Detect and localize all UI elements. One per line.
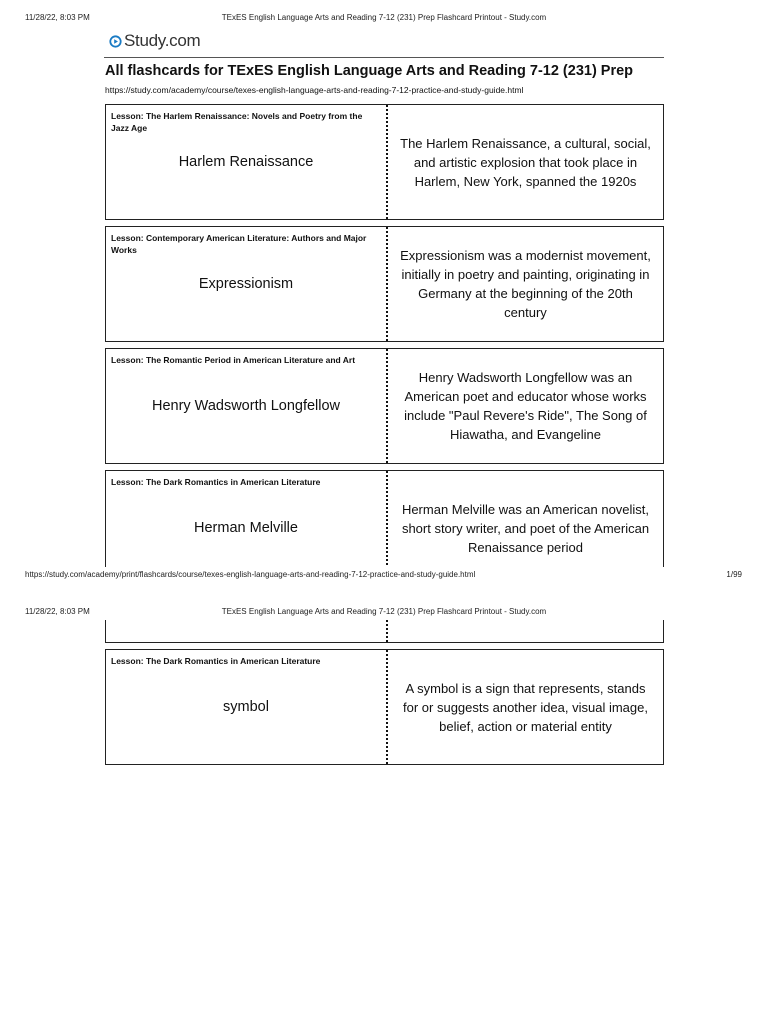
lesson-label: Lesson: The Dark Romantics in American Literature [111,477,321,487]
page-2-body [0,620,768,1024]
lesson-label: Lesson: The Harlem Renaissance: Novels and Poetry from the Jazz Age [111,111,363,133]
print-page-title: TExES English Language Arts and Reading 7-12 (231) Prep Flashcard Printout - Study.com [221,13,547,22]
print-date: 11/28/22, 8:03 PM [25,607,90,616]
flashcard-front [106,650,388,764]
flashcard-front [106,227,388,341]
flashcard-front [106,471,388,567]
print-page-number: 1/99 [726,570,742,579]
flashcard-definition: The Harlem Renaissance, a cultural, social, and artistic explosion that took place in Harlem, New York, spanned the 1920s [400,135,651,189]
flashcard-front [106,620,388,642]
flashcard-definition: A symbol is a sign that represents, stands for or suggests another idea, visual image, belief, action or material entity [403,680,648,734]
flashcard-back [388,349,663,463]
flashcard-term: Herman Melville [194,520,298,536]
lesson-label: Lesson: The Romantic Period in American Literature and Art [111,355,356,365]
flashcard-front [106,105,388,219]
deck-title: All flashcards for TExES English Language Arts and Reading 7-12 (231) Prep [105,63,634,79]
print-date: 11/28/22, 8:03 PM [25,13,90,22]
flashcard-back [388,650,663,764]
flashcard-term: symbol [223,699,269,715]
flashcard-definition: Henry Wadsworth Longfellow was an American poet and educator whose works include "Paul Revere's Ride", The Song of Hiawatha, and Evangeline [404,370,647,442]
print-page-title: TExES English Language Arts and Reading 7-12 (231) Prep Flashcard Printout - Study.com [221,607,547,616]
course-url[interactable]: https://study.com/academy/course/texes-english-language-arts-and-reading-7-12-practice-and-study-guide.html [105,85,524,95]
flashcard-definition: Herman Melville was an American novelist, short story writer, and poet of the American Renaissance period [401,501,650,555]
flashcard-back [388,471,663,567]
flashcard [105,649,664,765]
flashcard-back [388,105,663,219]
lesson-label: Lesson: The Dark Romantics in American Literature [111,656,321,666]
flashcard [105,226,664,342]
flashcard-definition: Expressionism was a modernist movement, initially in poetry and painting, originating in Germany at the beginning of the 20th century [400,248,651,320]
flashcard-term: Henry Wadsworth Longfellow [151,398,341,414]
flashcard-continued [105,620,664,643]
flashcard-term: Expressionism [198,276,294,292]
flashcard-back [388,227,663,341]
flashcard [105,470,664,567]
flashcard-term: Harlem Renaissance [178,154,314,170]
lesson-label: Lesson: Contemporary American Literature: Authors and Major Works [111,233,367,255]
flashcard-front [106,349,388,463]
print-footer-url: https://study.com/academy/print/flashcards/course/texes-english-language-arts-and-reading-7-12-practice-and-study-guide.html [25,570,476,579]
flashcard [105,104,664,220]
flashcard-back [388,620,663,642]
logo-text: Study.com [124,31,201,50]
flashcard [105,348,664,464]
